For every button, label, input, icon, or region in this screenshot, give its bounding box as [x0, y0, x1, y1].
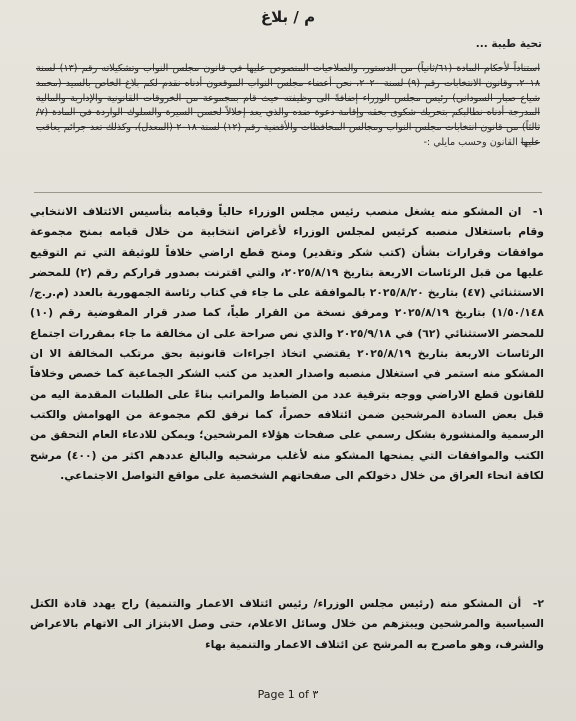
- intro-struck-text: استناداً لأحكام المادة (٦١/ثانياً) من الدستور، والصلاحيات المنصوص عليها في قانون مجلس النواب وتشكيلاته رقم (١٣) لسنة ٢٠١٨، وقانون الانتخابات رقم (٩) لسنة ٢٠٢٠، نحن أعضاء مجلس النواب الموقعون أدناه نقدم لكم بلاغ الخاص بالسيد (محمد شياع صبار السوداني) رئيس مجلس الوزراء إضافةً الى وظيفته حيث قام بمجموعة من الخروقات القانونية والإدارية والمالية المدرجة أدناه نطالبكم بتحريك شكوى بحقه وإقامة دعوة ضده والذي يعد إخلالاً لحسن السيرة والسلوك الواردة في المادة (٧/ثالثاً) من قانون انتخابات مجلس النواب ومجالس المحافظات والأقضية رقم (١٢) لسنة ٢٠١٨ (المعدل)، وكذلك تعد جرائم يعاقب عليها: [36, 63, 540, 148]
- complaint-item-1: [30, 202, 544, 486]
- page-footer: Page 1 of ٣: [257, 688, 319, 701]
- item-text: ان المشكو منه يشغل منصب رئيس مجلس الوزراء حالياً وقيامه بتأسيس الائتلاف الانتخابي وقام باستغلال منصبه كرئيس لمجلس الوزراء لأغراض انتخابية من خلال قيامه بمنح مجموعة موافقات وقرارات بشأن (كتب شكر وتقدير) ومنح قطع اراضي خلافاً للوثيقة التي تم التوقيع عليها من قبل الرئاسات الاربعة بتاريخ ٢٠٢٥/٨/١٩، والتي اقترنت بصدور قراركم رقم (٢) للمحضر الاستثنائي (٤٧) بتاريخ ٢٠٢٥/٨/٢٠ بالموافقة على ما جاء في كتاب رئاسة الجمهورية بالعدد (م.ر.ج/١/٥٠/١٤٨) بتاريخ ٢٠٢٥/٨/١٩ ومرفق نسخة من القرار طياً، كما صدر قرار المفوضية رقم (١٠) للمحضر الاستثنائي (٦٢) في ٢٠٢٥/٩/١٨ والذي نص صراحة على ان مخالفة ما جاء بمقررات اجتماع الرئاسات الاربعة بتاريخ ٢٠٢٥/٨/١٩ يقتضي اتخاذ اجراءات قانونية بحق مرتكب المخالفة الا ان المشكو منه استمر في استغلال منصبه واصدار العديد من كتب الشكر الجماعية كما خصص وخلافاً للقانون قطع الاراضي ووجه بترقية عدد من الضباط والمراتب بناءً على الطلبات المقدمة اليه من قبل بعض السادة المرشحين ضمن ائتلافه حصراً، كما نرفق لكم مجموعة من الهوامش والكتب الرسمية والمنشورة بشكل رسمي على صفحات هؤلاء المرشحين؛ ويمكن للادعاء العام التحقق من الكتب والموافقات التي يمنحها المشكو منه لأغلب مرشحيه والبالغ عددهم اكثر من (٤٠٠) مرشح لكافة انحاء العراق من خلال دخولكم الى صفحاتهم الشخصية على مواقع التواصل الاجتماعي.: [30, 205, 545, 482]
- complaint-item-2: [30, 594, 544, 655]
- intro-paragraph: [36, 62, 540, 151]
- item-text: أن المشكو منه (رئيس مجلس الوزراء/ رئيس ائتلاف الاعمار والتنمية) راح يهدد قادة الكتل السياسية والمرشحين ويبتزهم من خلال وسائل الاعلام، حتى وصل الابتزاز الى الاتهام بالاعراض والشرف، وهو ماصرح به المرشح عن ائتلاف الاعمار والتنمية بهاء: [30, 597, 544, 651]
- item-number: ١-: [532, 205, 544, 218]
- section-divider: [34, 192, 542, 193]
- document-title: م / بلاغ: [260, 8, 316, 26]
- intro-tail-text: القانون وحسب مايلي :-: [423, 136, 518, 148]
- item-number: ٢-: [532, 597, 544, 610]
- greeting: تحية طيبة ...: [475, 38, 542, 50]
